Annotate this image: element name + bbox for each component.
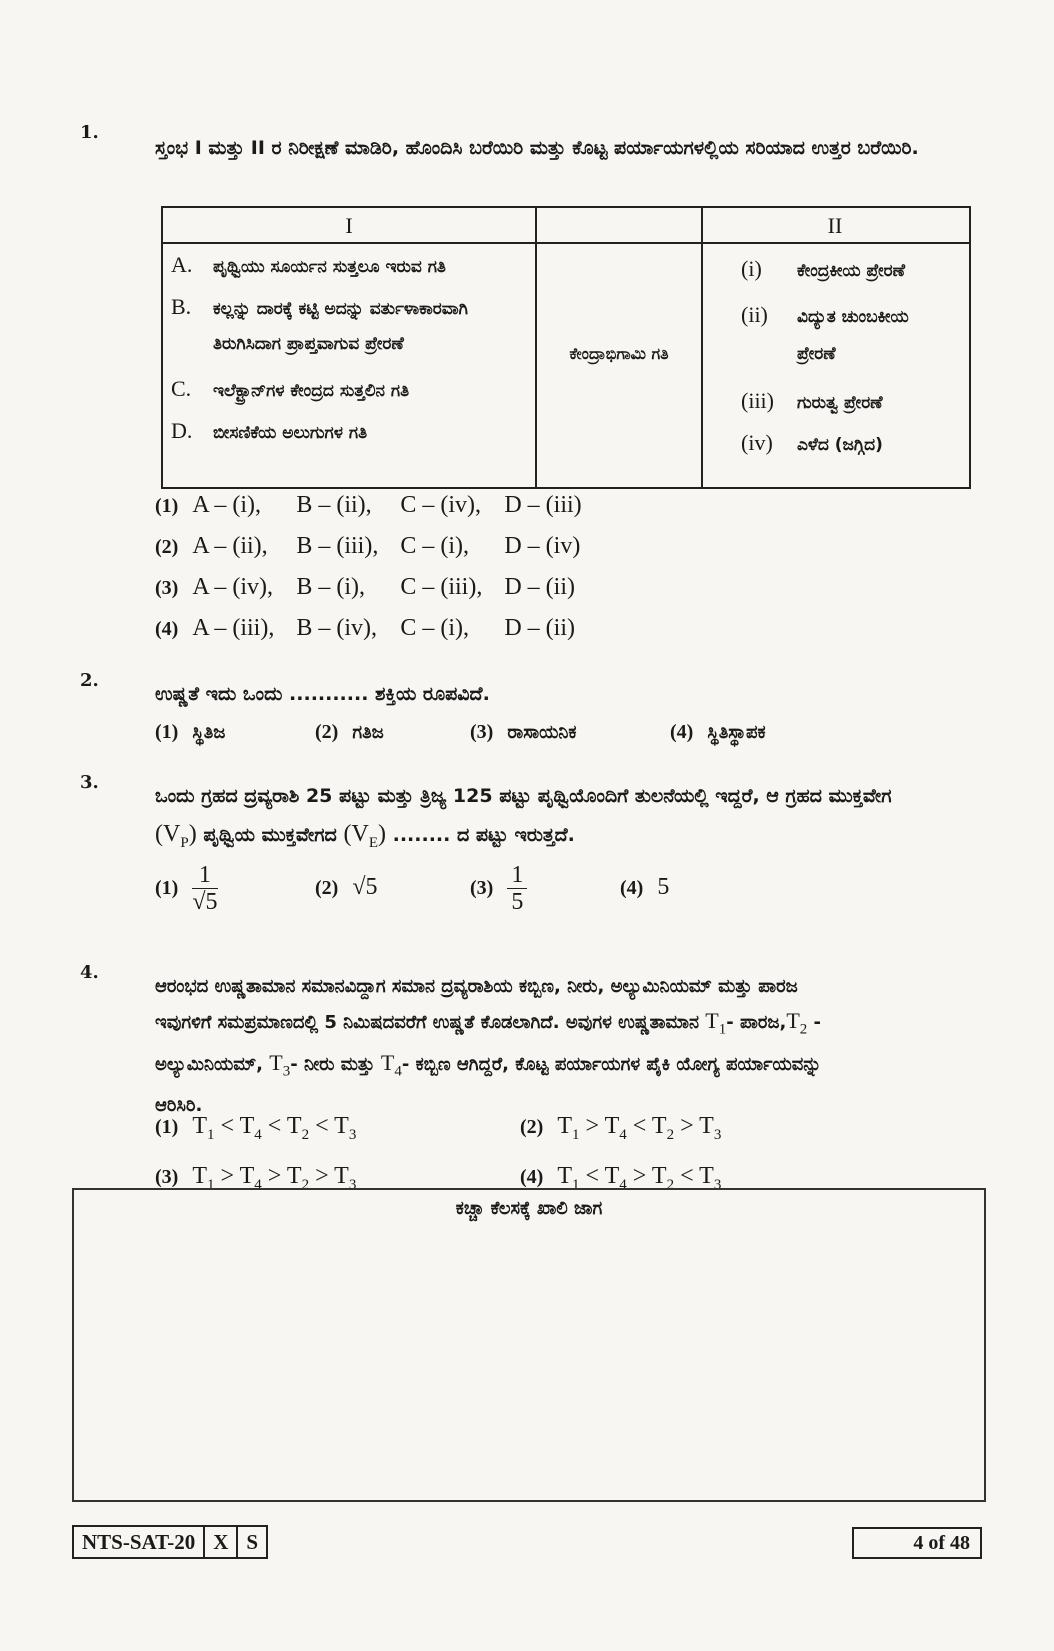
q2-option-4[interactable]: (4) ಸ್ಥಿತಿಸ್ಥಾಪಕ <box>670 721 766 743</box>
question-1-text: ಸ್ತಂಭ I ಮತ್ತು II ರ ನಿರೀಕ್ಷಣೆ ಮಾಡಿರಿ, ಹೊಂದಿಸಿ ಬರೆಯಿರಿ ಮತ್ತು ಕೊಟ್ಟ ಪರ್ಯಾಯಗಳಲ್ಲಿಯ ಸರಿಯಾದ ಉತ್ತರ ಬರೆಯಿರಿ. <box>155 137 919 159</box>
q3-option-2[interactable]: (2) √5 <box>315 874 378 901</box>
question-4-number: 4. <box>80 962 99 983</box>
table-row-c: C. ಇಲೆಕ್ಟ್ರಾನ್‌ಗಳ ಕೇಂದ್ರದ ಸುತ್ತಲಿನ ಗತಿ <box>171 376 410 401</box>
q4-option-4[interactable]: (4) $T_1 < T_4 > T_2 < T_3$ <box>520 1163 722 1193</box>
question-2-number: 2. <box>80 670 99 691</box>
table-middle-cell: ಕೇಂದ್ರಾಭಿಗಾಮಿ ಗತಿ <box>569 344 669 363</box>
table-row-b-cont: ತಿರುಗಿಸಿದಾಗ ಪ್ರಾಪ್ತವಾಗುವ ಪ್ರೇರಣೆ <box>213 334 404 354</box>
footer-code: NTS-SAT-20 <box>74 1527 205 1557</box>
q2-option-1[interactable]: (1) ಸ್ಥಿತಿಜ <box>155 721 226 743</box>
footer-s: S <box>246 1530 259 1554</box>
question-2-text: ಉಷ್ಣತೆ ಇದು ಒಂದು ........... ಶಕ್ತಿಯ ರೂಪವಿದೆ. <box>155 683 490 705</box>
table-row-i: (i) ಕೇಂದ್ರಕೀಯ ಪ್ರೇರಣೆ <box>741 256 906 281</box>
question-3-number: 3. <box>80 772 99 793</box>
q1-option-4[interactable]: (4) A – (iii), B – (iv), C – (i), D – (ii) <box>155 615 575 641</box>
q3-options <box>155 862 669 915</box>
q1-option-2[interactable]: (2) A – (ii), B – (iii), C – (i), D – (iv) <box>155 533 581 559</box>
question-1-number: 1. <box>80 122 99 143</box>
q1-option-3[interactable]: (3) A – (iv), B – (i), C – (iii), D – (ii) <box>155 574 575 600</box>
q4-option-2[interactable]: (2) $T_1 > T_4 < T_2 > T_3$ <box>520 1113 722 1143</box>
q2-option-2[interactable]: (2) ಗತಿಜ <box>315 721 384 743</box>
table-row-a: A. ಪೃಥ್ವಿಯು ಸೂರ್ಯನ ಸುತ್ತಲೂ ಇರುವ ಗತಿ <box>171 252 446 277</box>
q4-option-3[interactable]: (3) $T_1 > T_4 > T_2 > T_3$ <box>155 1163 357 1193</box>
rough-work-box <box>72 1188 986 1502</box>
table-row-iv: (iv) ಎಳೆದ (ಜಗ್ಗಿದ) <box>741 430 883 455</box>
table-header-col2 <box>535 208 701 244</box>
table-divider <box>701 208 703 487</box>
table-header-col3: II <box>701 208 969 244</box>
table-divider <box>535 208 537 487</box>
question-4-text: ಆರಂಭದ ಉಷ್ಣತಾಮಾನ ಸಮಾನವಿದ್ದಾಗ ಸಮಾನ ದ್ರವ್ಯರಾಶಿಯ ಕಬ್ಬಿಣ, ನೀರು, ಅಲ್ಯುಮಿನಿಯಮ್ ಮತ್ತು ಪಾರಜ ಇವುಗಳಿಗೆ ಸಮಪ್ರಮಾಣದಲ್ಲಿ 5 ನಿಮಿಷದವರೆಗೆ ಉಷ್ಣತೆ ಕೊಡಲಾಗಿದೆ. ಅವುಗಳ ಉಷ್ಣತಾಮಾನ $T_1-$ $ಪಾರಜ,T_2$ - ಅಲ್ಯುಮಿನಿಯಮ್, $T_3-$ ನೀರು ಮತ್ತು $T_4-$ ಕಬ್ಬಿಣ ಆಗಿದ್ದರೆ, ಕೊಟ್ಟ ಪರ್ಯಾಯಗಳ ಪೈಕಿ ಯೋಗ್ಯ ಪರ್ಯಾಯವನ್ನು ಆರಿಸಿರಿ. <box>155 976 822 1116</box>
q2-option-3[interactable]: (3) ರಾಸಾಯನಿಕ <box>470 721 577 743</box>
q3-option-4[interactable]: (4) 5 <box>620 874 670 901</box>
question-3-line2: $(V_P)$ ಪೃಥ್ವಿಯ ಮುಕ್ತವೇಗದ $(V_E)$ ........ ದ ಪಟ್ಟು ಇರುತ್ತದೆ. <box>155 821 575 851</box>
q3-option-3[interactable]: (3) $\frac{1}{5}$ <box>470 862 620 915</box>
footer-code-box <box>72 1525 268 1559</box>
table-row-b: B. ಕಲ್ಲನ್ನು ದಾರಕ್ಕೆ ಕಟ್ಟಿ ಅದನ್ನು ವರ್ತುಳಾಕಾರವಾಗಿ <box>171 294 468 319</box>
rough-work-title: ಕಚ್ಚಾ ಕೆಲಸಕ್ಕೆ ಖಾಲಿ ಜಾಗ <box>455 1198 603 1219</box>
table-header-col1: I <box>163 208 535 244</box>
q2-options <box>155 718 766 745</box>
footer-x: X <box>205 1527 238 1557</box>
q3-option-1[interactable]: (1) $\frac{1}{√5}$ <box>155 862 218 915</box>
page-number: 4 of 48 <box>852 1527 982 1559</box>
table-row-iii: (iii) ಗುರುತ್ವ ಪ್ರೇರಣೆ <box>741 388 883 413</box>
match-table <box>161 206 971 489</box>
table-row-d: D. ಬೀಸಣಿಕೆಯ ಅಲುಗುಗಳ ಗತಿ <box>171 418 368 443</box>
q1-option-1[interactable]: (1) A – (i), B – (ii), C – (iv), D – (iii) <box>155 492 582 518</box>
table-row-ii: (ii) ವಿದ್ಯುತ ಚುಂಬಕೀಯ <box>741 302 909 327</box>
question-3-line1: ಒಂದು ಗ್ರಹದ ದ್ರವ್ಯರಾಶಿ 25 ಪಟ್ಟು ಮತ್ತು ತ್ರಿಜ್ಯ 125 ಪಟ್ಟು ಪೃಥ್ವಿಯೊಂದಿಗೆ ತುಲನೆಯಲ್ಲಿ ಇದ್ದರೆ, ಆ ಗ್ರಹದ ಮುಕ್ತವೇಗ <box>155 785 892 807</box>
table-row-ii-cont: ಪ್ರೇರಣೆ <box>797 344 836 364</box>
q4-option-1[interactable]: (1) $T_1 < T_4 < T_2 < T_3$ <box>155 1113 357 1143</box>
